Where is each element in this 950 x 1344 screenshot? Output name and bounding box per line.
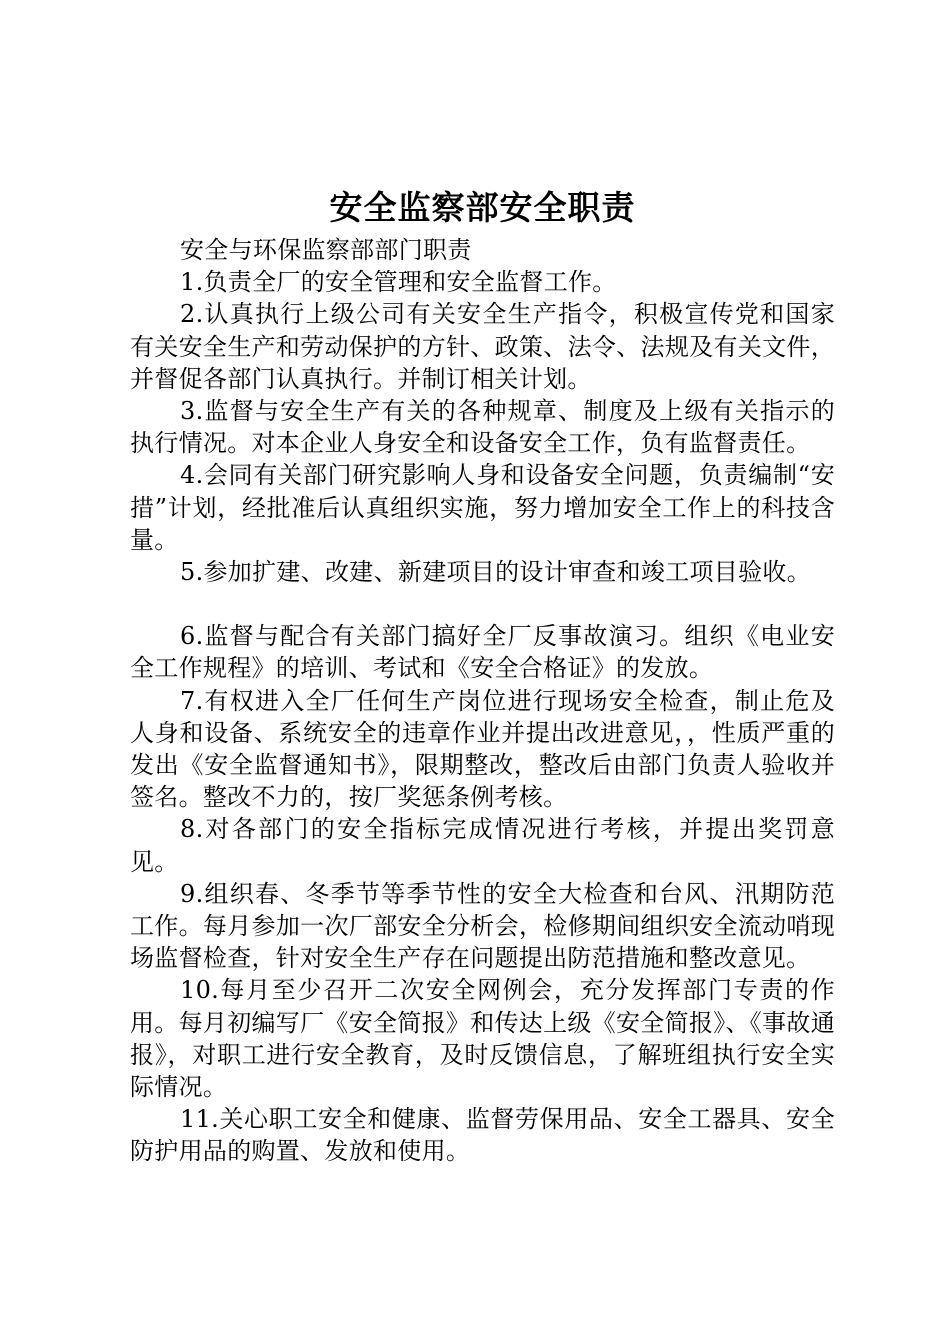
document-body bbox=[130, 234, 835, 1168]
duty-item-1: 1.负责全厂的安全管理和安全监督工作。 bbox=[180, 268, 617, 297]
duty-item-5: 5.参加扩建、改建、新建项目的设计审查和竣工项目验收。 bbox=[180, 558, 811, 587]
document-title: 安全监察部安全职责 bbox=[329, 188, 636, 227]
duty-item-7: 7.有权进入全厂任何生产岗位进行现场安全检查，制止危及人身和设备、系统安全的违章作业并提出改进意见，，性质严重的发出《安全监督通知书》，限期整改，整改后由部门负责人验收并签名。整改不力的，按厂奖惩条例考核。 bbox=[130, 686, 835, 812]
duty-item-2: 2.认真执行上级公司有关安全生产指令，积极宣传党和国家有关安全生产和劳动保护的方针、政策、法令、法规及有关文件，并督促各部门认真执行。并制订相关计划。 bbox=[130, 300, 835, 393]
duty-item-6: 6.监督与配合有关部门搞好全厂反事故演习。组织《电业安全工作规程》的培训、考试和《安全合格证》的发放。 bbox=[130, 622, 835, 683]
duty-item-9: 9.组织春、冬季节等季节性的安全大检查和台风、汛期防范工作。每月参加一次厂部安全分析会，检修期间组织安全流动哨现场监督检查，针对安全生产存在问题提出防范措施和整改意见。 bbox=[130, 879, 835, 973]
duty-item-10: 10.每月至少召开二次安全网例会，充分发挥部门专责的作用。每月初编写厂《安全简报》和传达上级《安全简报》、《事故通报》，对职工进行安全教育，及时反馈信息，了解班组执行安全实际情况。 bbox=[130, 976, 835, 1102]
duty-item-8: 8.对各部门的安全指标完成情况进行考核，并提出奖罚意见。 bbox=[130, 815, 835, 876]
duty-item-4: 4.会同有关部门研究影响人身和设备安全问题，负责编制“安措”计划，经批准后认真组织实施，努力增加安全工作上的科技含量。 bbox=[130, 461, 835, 554]
section-heading: 安全与环保监察部部门职责 bbox=[180, 236, 472, 264]
duty-item-3: 3.监督与安全生产有关的各种规章、制度及上级有关指示的执行情况。对本企业人身安全和设备安全工作，负有监督责任。 bbox=[130, 397, 835, 458]
duty-item-11: 11.关心职工安全和健康、监督劳保用品、安全工器具、安全防护用品的购置、发放和使用。 bbox=[130, 1105, 835, 1166]
